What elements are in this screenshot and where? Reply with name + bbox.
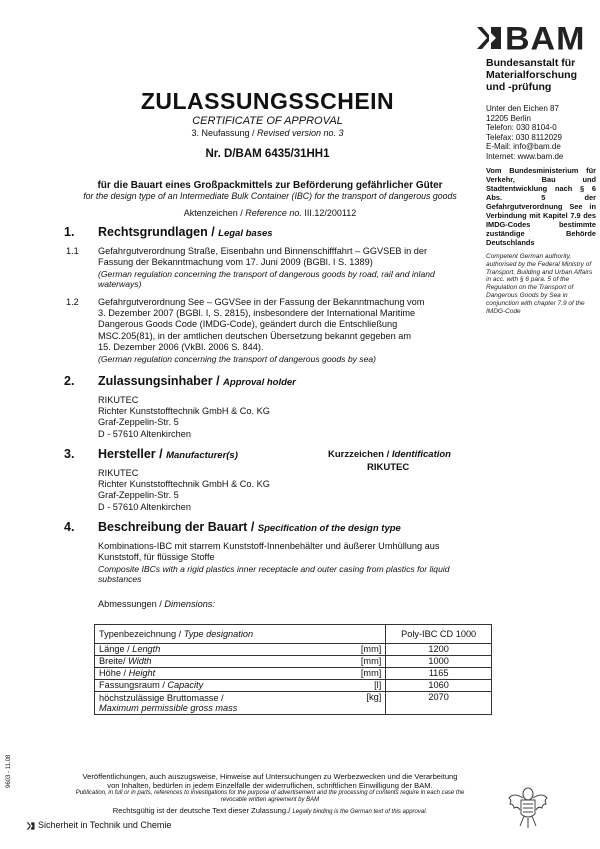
row-value: 1200 [386, 644, 492, 656]
bam-logo-text: BAM [505, 20, 586, 58]
identification-label [328, 449, 451, 460]
item-1-2-text [98, 297, 498, 353]
text-line: D - 57610 Altenkirchen [98, 428, 191, 439]
row-unit: [kg] [324, 692, 386, 715]
footer-slogan: Sicherheit in Technik und Chemie [38, 820, 172, 830]
text-line: von Inhalten, bedürfen in jedem Einzelfalle der widerruflichen, schriftlichen Einwilligung der BAM. [107, 781, 433, 790]
design-type-en: for the design type of an Intermediate Bulk Container (IBC) for the transport of dangerous goods [83, 191, 457, 201]
row-value: 1165 [386, 668, 492, 680]
footer-notice-de [40, 772, 500, 790]
design-description-en [98, 564, 498, 584]
section-1-number: 1. [64, 225, 75, 239]
text-line: D - 57610 Altenkirchen [98, 501, 191, 512]
institute-line: Materialforschung [486, 69, 578, 81]
text-line: waterways) [98, 279, 142, 289]
text-line: Dangerous Goods Code (IMDG-Code), geändert durch die Entschließung [98, 319, 398, 330]
certificate-number: Nr. D/BAM 6435/31HH1 [205, 148, 330, 160]
text-line: 3. Dezember 2007 (BGBl. I, S. 2815), insbesondere der International Maritime [98, 308, 416, 319]
section-2-number: 2. [64, 374, 75, 388]
label-en: Capacity [167, 680, 204, 690]
table-row [95, 680, 492, 692]
text-line: Richter Kunststofftechnik GmbH & Co. KG [98, 406, 270, 417]
text-line: RIKUTEC [98, 468, 139, 478]
section-4-number: 4. [64, 520, 75, 534]
header-label-en: Type designation [183, 628, 254, 639]
institute-line: und -prüfung [486, 81, 552, 93]
identification-value: RIKUTEC [367, 462, 410, 473]
section-1-title [98, 225, 273, 239]
table-row [95, 668, 492, 680]
address-line: 12205 Berlin [486, 113, 531, 123]
text-line: MSC.205(81), in der amtlichen deutschen Übersetzung bekannt gegeben am [98, 330, 412, 341]
row-label [95, 680, 324, 692]
section-3-title [98, 447, 238, 461]
federal-eagle-emblem-icon [506, 784, 550, 830]
reference-en: Reference no. [245, 208, 302, 218]
item-1-1-number: 1.1 [66, 246, 79, 256]
competent-authority-de: Vom Bundesministerium für Verkehr, Bau und Stadtentwicklung nach § 6 Abs. 5 der Gefahrgutverordnung See in Verbindung mit Kapitel 7.9 des IMDG-Codes bestimmte zuständige Behörde Deutschlands [486, 166, 596, 247]
revision-line [120, 128, 415, 138]
text-line: Graf-Zeppelin-Str. 5 [98, 490, 179, 501]
text-line: Graf-Zeppelin-Str. 5 [98, 417, 179, 428]
reference-de: Aktenzeichen / [183, 208, 246, 218]
section-title-de: Rechtsgrundlagen / [98, 225, 219, 239]
text-line: substances [98, 574, 142, 584]
dimensions-table [94, 624, 492, 715]
text-line: Gefahrgutverordnung Straße, Eisenbahn und Binnenschifffahrt – GGVSEB in der [98, 246, 428, 256]
label-en: Width [128, 656, 152, 666]
row-unit: [mm] [324, 644, 386, 656]
address-line: E-Mail: info@bam.de [486, 142, 561, 151]
document-title: ZULASSUNGSSCHEIN [140, 88, 395, 114]
address-line: Telefax: 030 8112029 [486, 132, 562, 142]
text-line: Richter Kunststofftechnik GmbH & Co. KG [98, 479, 270, 490]
manufacturer-address [98, 468, 318, 513]
text-line: Fassung der Bekanntmachung vom 17. Juni 2009 (BGBl. I S. 1389) [98, 257, 373, 268]
bam-small-mark-icon [26, 822, 35, 830]
legal-binding-note [40, 806, 500, 817]
text-line: Kunststoff, für flüssige Stoffe [98, 552, 215, 563]
section-title-de: Hersteller / [98, 447, 167, 461]
table-row [95, 692, 492, 715]
label-de: Höhe / [99, 668, 129, 678]
text-line: revocable written agreement by BAM [220, 797, 320, 803]
row-label [95, 668, 324, 680]
row-value: 2070 [386, 692, 492, 715]
institute-line: Bundesanstalt für [486, 57, 576, 69]
table-header-row [95, 625, 492, 644]
revision-en: Revised version no. 3 [257, 128, 344, 138]
header-label-de: Typenbezeichnung / [99, 628, 184, 639]
table-row [95, 644, 492, 656]
design-description-de [98, 541, 498, 563]
identification-label-de: Kurzzeichen / [328, 449, 392, 460]
text-line: Publication, in full or in parts, references to investigations for the purpose of advertisement and the processing of contents require in each case the [75, 790, 465, 796]
item-1-2-number: 1.2 [66, 297, 79, 307]
section-2-title [98, 374, 296, 388]
table-row [95, 656, 492, 668]
section-title-de: Zulassungsinhaber / [98, 374, 224, 388]
text-line: (German regulation concerning the transport of dangerous goods by road, rail and inland [98, 269, 435, 279]
section-title-en: Approval holder [223, 377, 296, 388]
dimensions-label [98, 599, 215, 610]
reference-line [50, 208, 490, 218]
table-header-label [95, 625, 386, 644]
section-title-en: Legal bases [218, 228, 273, 239]
approval-holder-address [98, 395, 398, 440]
row-unit: [mm] [324, 656, 386, 668]
row-label [95, 692, 324, 715]
text-line: Veröffentlichungen, auch auszugsweise, Hinweise auf Untersuchungen zu Werbezwecken und die Verarbeitung [82, 772, 458, 781]
document-subtitle: CERTIFICATE OF APPROVAL [192, 115, 343, 127]
row-unit: [l] [324, 680, 386, 692]
dimensions-label-de: Abmessungen / [98, 599, 165, 609]
address-line: Internet: www.bam.de [486, 151, 564, 161]
form-code: 9603 - 11.08 [6, 754, 12, 788]
text-line: Gefahrgutverordnung See – GGVSee in der Fassung der Bekanntmachung vom [98, 297, 425, 307]
reference-value: III.12/200112 [301, 208, 357, 218]
section-title-de: Beschreibung der Bauart / [98, 520, 258, 534]
row-value: 1000 [386, 656, 492, 668]
text-line: Composite IBCs with a rigid plastics inner receptacle and outer casing from plastics for liquid [98, 564, 450, 574]
binding-en: Legally binding is the German text of this approval. [292, 809, 428, 815]
row-label [95, 644, 324, 656]
text-line: Kombinations-IBC mit starrem Kunststoff-Innenbehälter und äußerer Umhüllung aus [98, 541, 440, 551]
institute-name [486, 57, 596, 93]
label-de: Fassungsraum / [99, 680, 168, 690]
row-unit: [mm] [324, 668, 386, 680]
text-line: 15. Dezember 2006 (VkBl. 2006 S. 844). [98, 341, 264, 352]
section-3-number: 3. [64, 447, 75, 461]
label-en: Maximum permissible gross mass [99, 703, 238, 713]
label-de: höchstzulässige Bruttomasse / [99, 693, 224, 703]
section-title-en: Manufacturer(s) [166, 450, 238, 461]
item-1-1-text [98, 246, 498, 268]
identification-label-en: Identification [391, 449, 451, 460]
table-header-value: Poly-IBC CD 1000 [386, 625, 492, 644]
label-en: Height [128, 668, 156, 678]
institute-address [486, 104, 596, 161]
label-de: Länge / [99, 644, 133, 654]
label-de: Breite/ [99, 656, 129, 666]
address-line: Telefon: 030 8104-0 [486, 123, 557, 132]
section-title-en: Specification of the design type [257, 523, 401, 534]
dimensions-label-en: Dimensions: [164, 599, 215, 609]
item-1-2-text-en [98, 354, 498, 364]
bam-logo-mark-icon [476, 26, 502, 50]
section-4-title [98, 520, 401, 534]
revision-de: 3. Neufassung / [191, 128, 257, 138]
address-line: Unter den Eichen 87 [486, 104, 559, 113]
binding-de: Rechtsgültig ist der deutsche Text dieser Zulassung./ [112, 806, 293, 815]
row-value: 1060 [386, 680, 492, 692]
item-1-1-text-en [98, 269, 498, 289]
design-type-de: für die Bauart eines Großpackmittels zur Beförderung gefährlicher Güter [97, 180, 443, 191]
row-label [95, 656, 324, 668]
competent-authority-en: Competent German authority, authorised by the Federal Ministry of Transport, Building and Urban Affairs in acc. with § 6 para. 5 of the Regulation on the Transport of Dangerous Goods by Sea in conjunction with chapter 7.9 of the IMDG-Code [486, 253, 593, 315]
text-line: RIKUTEC [98, 395, 139, 405]
text-line: (German regulation concerning the transport of dangerous goods by sea) [98, 354, 377, 364]
footer-notice-en [40, 790, 500, 804]
label-en: Length [132, 644, 161, 654]
